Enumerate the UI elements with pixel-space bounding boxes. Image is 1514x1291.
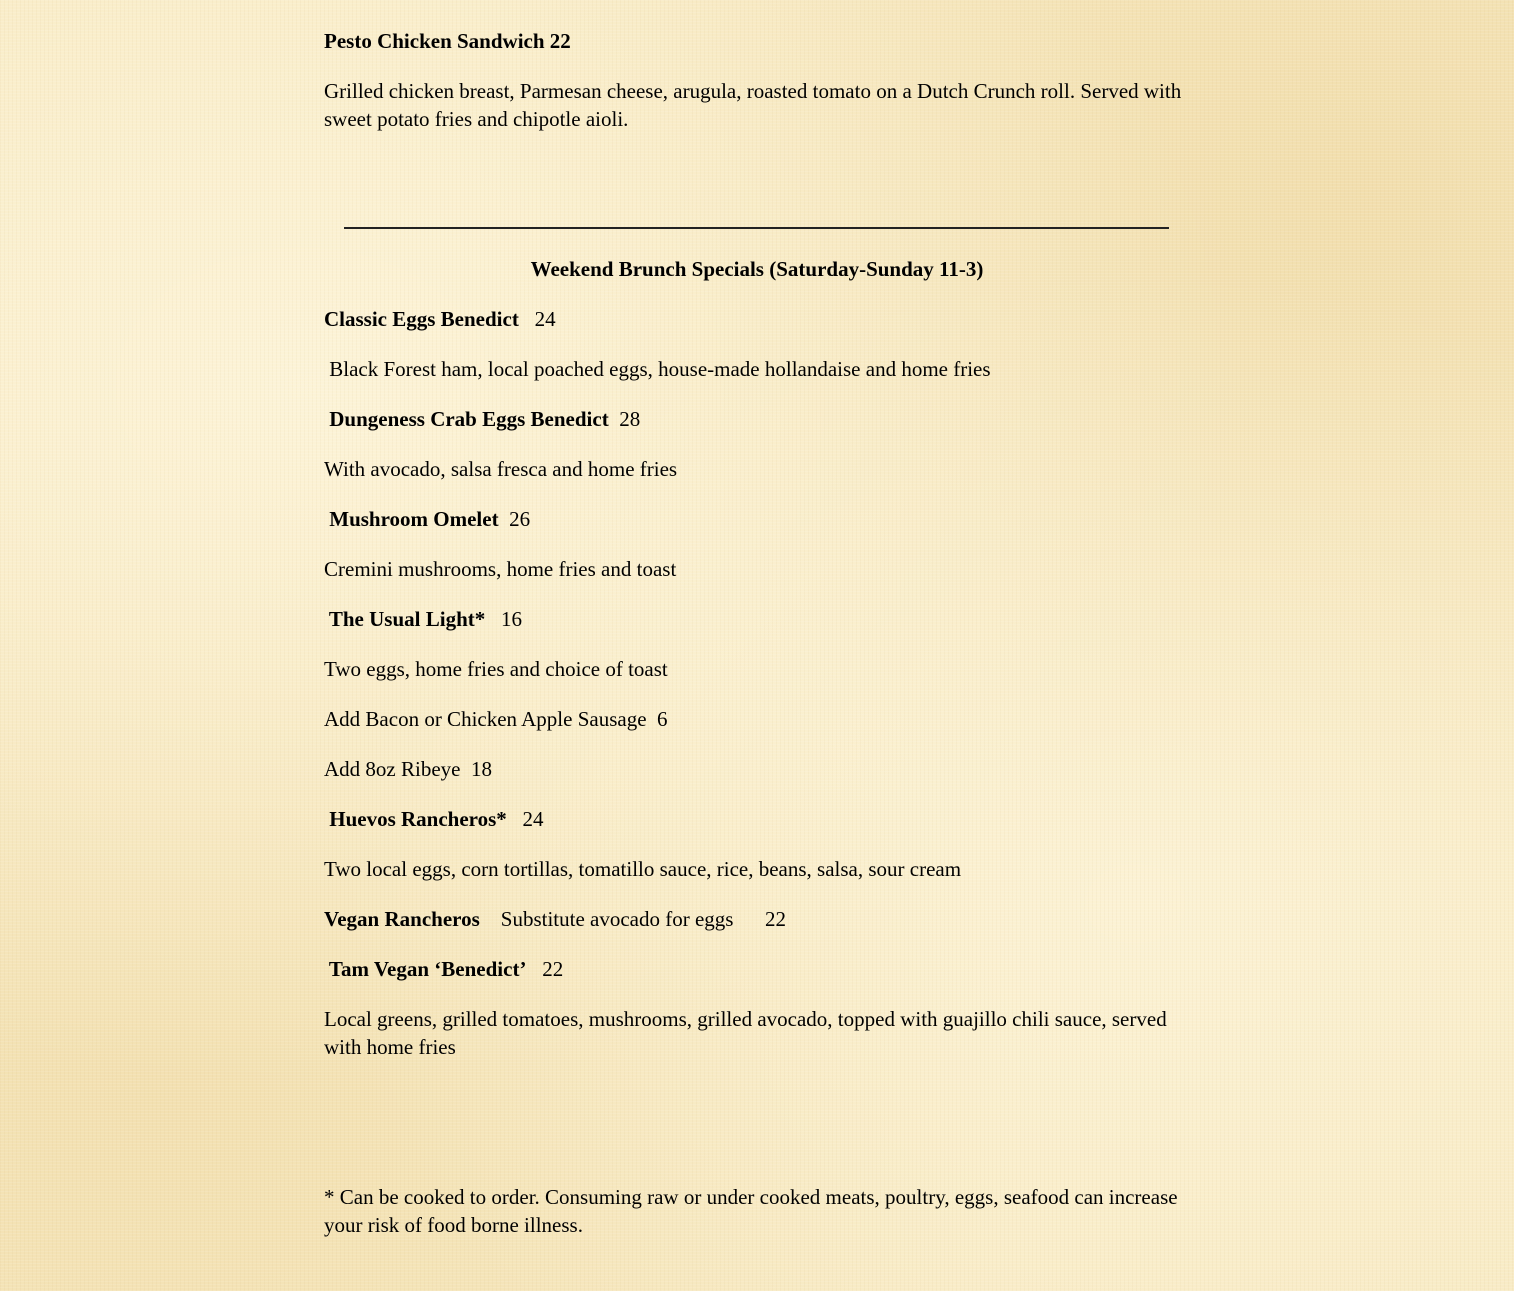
- item-description: With avocado, salsa fresca and home fries: [324, 457, 678, 481]
- item-addon: Add Bacon or Chicken Apple Sausage 6: [324, 707, 668, 731]
- item-price: 16: [485, 607, 522, 631]
- menu-item-vegan-rancheros: [324, 905, 786, 933]
- menu-item-dungeness-crab-eggs-benedict: [324, 405, 640, 433]
- menu-item-tam-vegan-benedict: [324, 955, 563, 983]
- section-divider: [344, 227, 1169, 229]
- item-price: 28: [608, 407, 641, 431]
- brunch-heading: Weekend Brunch Specials (Saturday-Sunday 11-3): [530, 257, 984, 281]
- item-description: Cremini mushrooms, home fries and toast: [324, 557, 677, 581]
- item-name: Mushroom Omelet: [324, 507, 499, 531]
- item-name: Dungeness Crab Eggs Benedict: [324, 407, 609, 431]
- item-addon: Add 8oz Ribeye 18: [324, 757, 492, 781]
- item-description: Two eggs, home fries and choice of toast: [324, 657, 668, 681]
- item-name: Classic Eggs Benedict: [324, 307, 519, 331]
- item-price: 24: [506, 807, 544, 831]
- item-price: 22: [526, 957, 564, 981]
- item-price: 24: [518, 307, 556, 331]
- menu-item-mushroom-omelet: [324, 505, 530, 533]
- item-description: Two local eggs, corn tortillas, tomatillo sauce, rice, beans, salsa, sour cream: [324, 857, 962, 881]
- menu-item-the-usual-light: [324, 605, 522, 633]
- pesto-chicken-sandwich-title: Pesto Chicken Sandwich 22: [324, 29, 571, 53]
- item-description: Black Forest ham, local poached eggs, house-made hollandaise and home fries: [324, 357, 991, 381]
- item-name: Vegan Rancheros: [324, 907, 480, 931]
- menu-item-huevos-rancheros: [324, 805, 544, 833]
- item-price: 26: [498, 507, 531, 531]
- item-name: Huevos Rancheros*: [324, 807, 507, 831]
- item-price: Substitute avocado for eggs 22: [479, 907, 786, 931]
- food-safety-footnote: * Can be cooked to order. Consuming raw or under cooked meats, poultry, eggs, seafood can increase your risk of food borne illness.: [324, 1185, 1178, 1237]
- pesto-chicken-sandwich-description: Grilled chicken breast, Parmesan cheese, arugula, roasted tomato on a Dutch Crunch roll. Served with sweet potato fries and chipotle aioli.: [324, 79, 1182, 131]
- item-description: Local greens, grilled tomatoes, mushrooms, grilled avocado, topped with guajillo chili sauce, served with home fries: [324, 1007, 1167, 1059]
- menu-item-classic-eggs-benedict: [324, 305, 556, 333]
- item-name: Tam Vegan ‘Benedict’: [324, 957, 527, 981]
- item-name: The Usual Light*: [324, 607, 486, 631]
